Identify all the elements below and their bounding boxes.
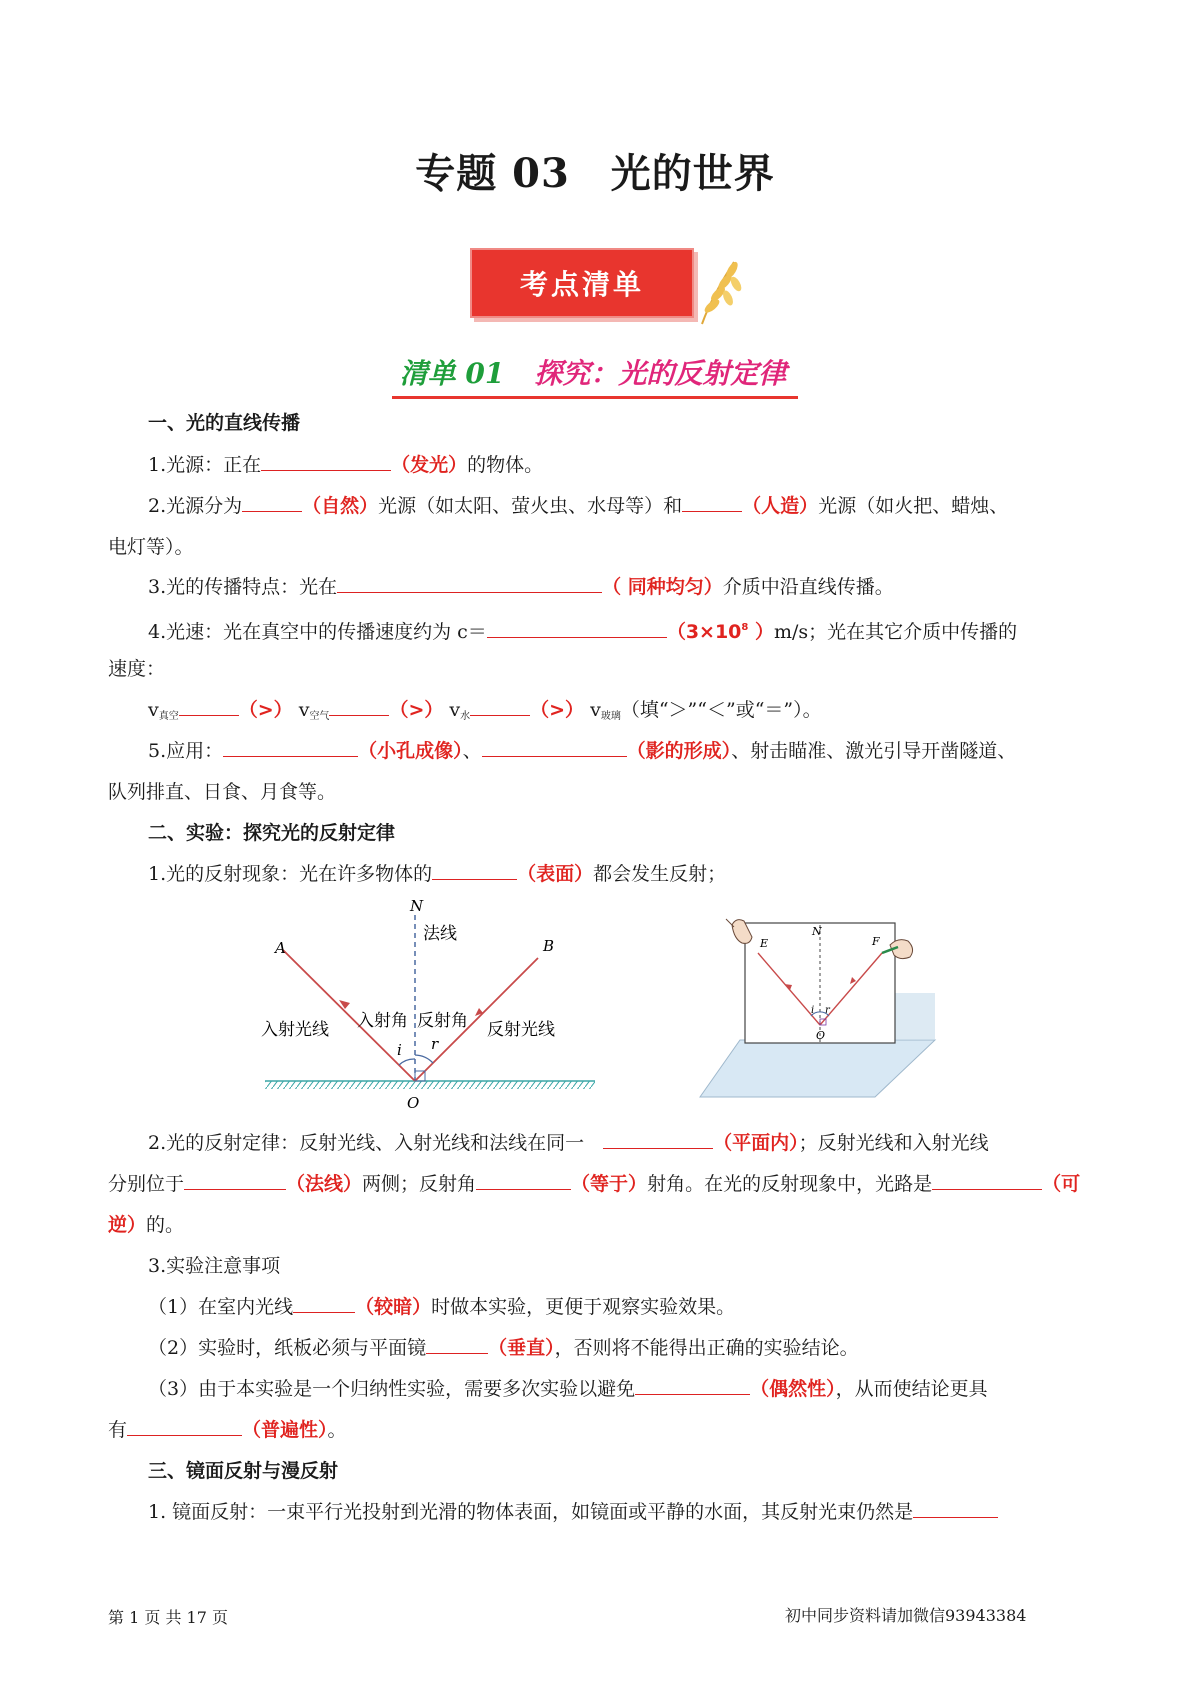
list-number: 清单 01 <box>399 357 505 390</box>
badge-label: 考点清单 <box>470 248 694 318</box>
section-badge <box>470 248 740 328</box>
plane-mirror <box>700 1040 935 1097</box>
label-r: r <box>431 1035 439 1053</box>
text-line: （3）由于本实验是一个归纳性实验，需要多次实验以避免 （偶然性），从而使结论更具 <box>148 1378 988 1400</box>
speed-comparison: $v_{真空}$ （>） $v_{空气}$ （>） $v_水$ （>） $v_{玻璃}$（填“＞”“＜”或“＝”）。 <box>148 699 822 722</box>
section-heading: 一、光的直线传播 <box>148 412 301 434</box>
answer: （较暗） <box>355 1296 432 1318</box>
wheat-icon <box>692 256 742 326</box>
list-topic: 探究：光的反射定律 <box>534 357 787 390</box>
text-line: （1）在室内光线 （较暗）时做本实验，更便于观察实验效果。 <box>148 1296 736 1318</box>
answer: （ 同种均匀） <box>602 576 723 598</box>
answer: （>） <box>238 699 293 721</box>
answer: （影的形成） <box>626 740 732 762</box>
text-line: 2.光的反射定律：反射光线、入射光线和法线在同一 （平面内）；反射光线和入射光线 <box>148 1132 989 1154</box>
label-B: B <box>543 937 555 955</box>
answer: （>） <box>389 699 444 721</box>
answer: （人造） <box>742 495 819 517</box>
section-heading: 二、实验：探究光的反射定律 <box>148 822 396 844</box>
label-reflected-ray: 反射光线 <box>487 1020 555 1040</box>
page-number: 第 1 页 共 17 页 <box>108 1608 228 1627</box>
text-line: 1.光的反射现象：光在许多物体的 （表面）都会发生反射； <box>148 863 727 885</box>
text-line: 速度： <box>108 658 166 680</box>
answer: （平面内） <box>713 1132 799 1154</box>
text-line: （2）实验时，纸板必须与平面镜 （垂直），否则将不能得出正确的实验结论。 <box>148 1337 859 1359</box>
label-reflect-angle: 反射角 <box>417 1011 468 1031</box>
text-line: 分别位于 （法线）两侧；反射角 （等于）射角。在光的反射现象中，光路是 （可 <box>108 1173 1081 1195</box>
label-incident-ray: 入射光线 <box>261 1020 329 1040</box>
answer: （可 <box>1042 1173 1081 1195</box>
answer: （发光） <box>391 454 468 476</box>
label-N: N <box>812 925 822 938</box>
label-N: N <box>410 897 424 915</box>
text-line: 有 （普遍性）。 <box>108 1419 347 1441</box>
text-line: 队列排直、日食、月食等。 <box>108 781 337 803</box>
label-A: A <box>275 939 286 957</box>
text-line: 电灯等）。 <box>108 536 194 558</box>
page-title: 专题 03 光的世界 <box>415 150 775 197</box>
text-line: 逆）的。 <box>108 1214 185 1236</box>
text-line: 1. 镜面反射：一束平行光投射到光滑的物体表面，如镜面或平静的水面，其反射光束仍然是 <box>148 1499 1083 1525</box>
list-title <box>0 352 1190 399</box>
text-line: 5.应用： （小孔成像）、 （影的形成）、射击瞄准、激光引导开凿隧道、 <box>148 740 1017 762</box>
experiment-apparatus-diagram <box>690 915 940 1100</box>
section-heading: 三、镜面反射与漫反射 <box>148 1460 339 1482</box>
answer: （小孔成像） <box>358 740 463 762</box>
answer: （等于） <box>571 1173 648 1195</box>
answer: （>） <box>530 699 585 721</box>
label-r: r <box>825 1005 830 1016</box>
text-line: 4.光速：光在真空中的传播速度约为 $c= (3\times 10^8$ ）m/s；光在其它介质中传播的 <box>148 621 1018 643</box>
text-line: 3.光的传播特点：光在 （ 同种均匀）介质中沿直线传播。 <box>148 576 894 598</box>
answer: （自然） <box>302 495 379 517</box>
answer: （法线） <box>286 1173 363 1195</box>
answer: （偶然性） <box>750 1378 836 1400</box>
label-F: F <box>872 935 880 948</box>
answer: （垂直） <box>488 1337 555 1359</box>
label-i: i <box>811 1005 815 1016</box>
text-line: 2.光源分为 （自然）光源（如太阳、萤火虫、水母等）和 （人造）光源（如火把、蜡烛、 <box>148 495 1009 517</box>
label-normal: 法线 <box>423 924 457 944</box>
reflection-diagram <box>255 895 595 1120</box>
answer: （$3\times 10^8$ ） <box>666 621 774 643</box>
answer: （普遍性） <box>242 1419 328 1441</box>
text-line: 1.光源：正在 （发光）的物体。 <box>148 454 544 476</box>
mirror-surface <box>265 1081 595 1089</box>
label-incident-angle: 入射角 <box>357 1011 408 1031</box>
label-E: E <box>760 937 769 950</box>
label-O: O <box>816 1029 826 1042</box>
answer: （表面） <box>517 863 594 885</box>
footer-note: 初中同步资料请加微信93943384 <box>785 1606 1027 1625</box>
answer: 逆） <box>108 1214 147 1236</box>
label-O: O <box>407 1094 420 1112</box>
label-i: i <box>397 1041 402 1059</box>
text-line: 3.实验注意事项 <box>148 1255 281 1277</box>
